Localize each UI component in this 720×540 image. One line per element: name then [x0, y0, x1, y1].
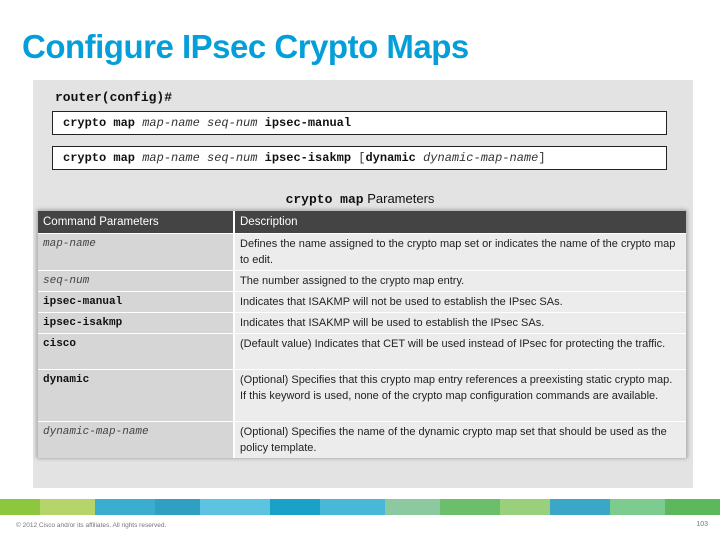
color-bar-segment: [320, 499, 385, 515]
table-row: [38, 234, 686, 271]
command-argument-dynamic-map-name: dynamic-map-name: [423, 151, 539, 165]
param-description: (Optional) Specifies the name of the dynamic crypto map set that should be used as the policy template.: [234, 422, 686, 459]
param-name: dynamic-map-name: [38, 422, 234, 459]
optional-bracket-open: [: [358, 151, 366, 165]
command-keyword: crypto map: [63, 151, 136, 165]
param-description: Defines the name assigned to the crypto map set or indicates the name of the crypto map to edit.: [234, 234, 686, 271]
router-prompt: router(config)#: [55, 90, 173, 105]
command-keyword-mode: ipsec-manual: [264, 116, 352, 130]
param-name: seq-num: [38, 271, 234, 292]
copyright-notice: © 2012 Cisco and/or its affiliates. All rights reserved.: [16, 522, 167, 529]
param-description: (Default value) Indicates that CET will be used instead of IPsec for protecting the traffic.: [234, 334, 686, 370]
table-row: [38, 334, 686, 370]
param-description: Indicates that ISAKMP will not be used to establish the IPsec SAs.: [234, 292, 686, 313]
color-bar-segment: [385, 499, 440, 515]
color-bar-segment: [665, 499, 720, 515]
param-name: dynamic: [38, 370, 234, 422]
param-description: The number assigned to the crypto map entry.: [234, 271, 686, 292]
color-bar-segment: [200, 499, 270, 515]
color-bar-segment: [610, 499, 665, 515]
parameters-heading-command: crypto map: [285, 192, 364, 207]
color-bar-segment: [440, 499, 500, 515]
page-number: 103: [696, 521, 708, 528]
decorative-color-bar: [0, 499, 720, 515]
command-keyword-dynamic: dynamic: [365, 151, 416, 165]
command-box-ipsec-manual: [52, 111, 667, 135]
parameters-heading: [0, 191, 720, 207]
color-bar-segment: [40, 499, 95, 515]
parameters-table-container: [37, 210, 687, 458]
table-row: [38, 292, 686, 313]
table-row: [38, 271, 686, 292]
table-header-row: [38, 211, 686, 234]
command-box-ipsec-isakmp: [52, 146, 667, 170]
command-arguments: map-name seq-num: [142, 116, 258, 130]
param-name: ipsec-manual: [38, 292, 234, 313]
param-name: ipsec-isakmp: [38, 313, 234, 334]
color-bar-segment: [550, 499, 610, 515]
command-keyword: crypto map: [63, 116, 136, 130]
table-row: [38, 313, 686, 334]
table-row: [38, 422, 686, 459]
command-keyword-mode: ipsec-isakmp: [264, 151, 352, 165]
parameters-table: [38, 211, 686, 458]
param-name: cisco: [38, 334, 234, 370]
column-header-description: Description: [234, 211, 686, 234]
command-arguments: map-name seq-num: [142, 151, 258, 165]
param-name: map-name: [38, 234, 234, 271]
param-description: (Optional) Specifies that this crypto map entry references a preexisting static crypto map. If this keyword is used, none of the crypto map configuration commands are available.: [234, 370, 686, 422]
color-bar-segment: [270, 499, 320, 515]
parameters-heading-text: Parameters: [367, 191, 435, 206]
color-bar-segment: [155, 499, 200, 515]
table-row: [38, 370, 686, 422]
column-header-parameters: Command Parameters: [38, 211, 234, 234]
color-bar-segment: [0, 499, 40, 515]
color-bar-segment: [500, 499, 550, 515]
optional-bracket-close: ]: [538, 151, 546, 165]
color-bar-segment: [95, 499, 155, 515]
param-description: Indicates that ISAKMP will be used to establish the IPsec SAs.: [234, 313, 686, 334]
slide-title: Configure IPsec Crypto Maps: [22, 28, 469, 65]
